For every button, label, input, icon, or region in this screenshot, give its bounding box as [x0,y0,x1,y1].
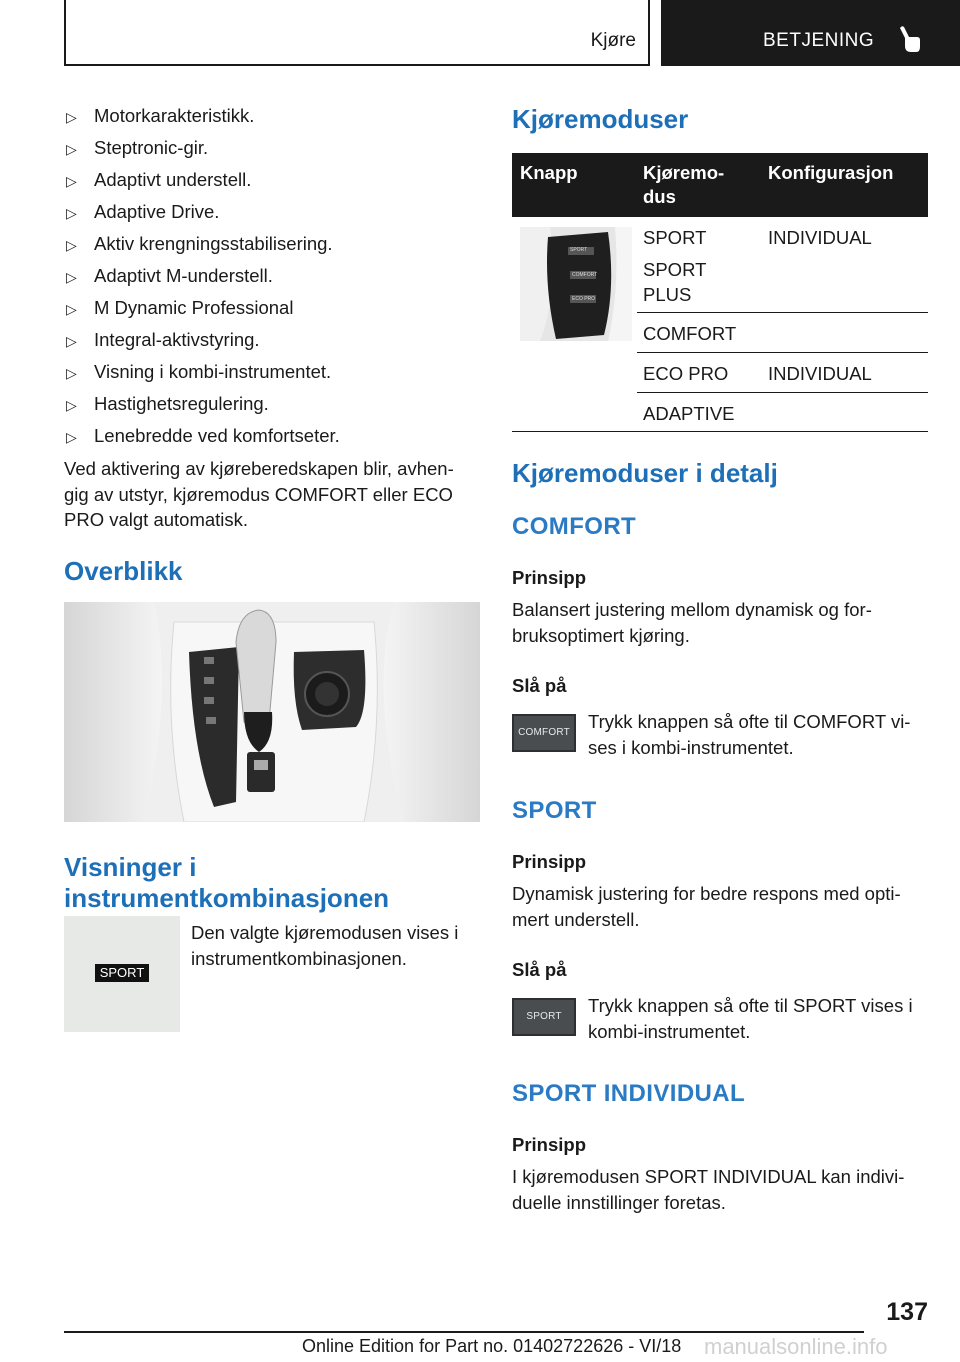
list-item: ▷ Adaptivt M-understell. [64,262,484,294]
display-thumbnail [64,916,180,1032]
list-item: ▷ Visning i kombi-instrumentet. [64,358,484,390]
table-bottom-rule [512,431,928,432]
list-item: ▷ M Dynamic Professional [64,294,484,326]
bullet-triangle-icon: ▷ [66,269,77,285]
chapter-tab [661,0,960,66]
header-config: Konfigurasjon [768,162,894,183]
switch-label-sport: SPORT [570,247,588,253]
bullet-triangle-icon: ▷ [66,301,77,317]
switch-label-ecopro: ECO PRO [572,296,596,302]
list-item: ▷ Integral-aktivstyring. [64,326,484,358]
display-heading: Visninger i instrumentkombinasjonen [64,852,390,913]
list-item: ▷ Motorkarakteristikk. [64,102,484,134]
list-item: ▷ Aktiv krengningsstabilisering. [64,230,484,262]
comfort-button-image: COMFORT [512,714,576,752]
footer-rule [64,1331,864,1333]
modes-heading: Kjøremoduser [512,104,689,134]
drive-mode-switch-illustration [520,227,632,341]
comfort-title: COMFORT [512,513,637,540]
comfort-on-text: Trykk knappen så ofte til COMFORT vi- ses i kombi-instrumentet. [588,711,911,758]
list-item: ▷ Hastighetsregulering. [64,390,484,422]
table-row: SPORT INDIVIDUAL SPORT PLUS [637,225,928,313]
sport-individual-principle-text: I kjøremodusen SPORT INDIVIDUAL kan indivi- duelle innstillinger foretas. [512,1166,905,1213]
bullet-triangle-icon: ▷ [66,109,77,125]
overview-heading: Overblikk [64,556,183,586]
sport-individual-principle-label: Prinsipp [512,1134,587,1155]
bullet-triangle-icon: ▷ [66,205,77,221]
header-mode: Kjøremo- dus [643,162,725,207]
bullet-triangle-icon: ▷ [66,141,77,157]
bullet-triangle-icon: ▷ [66,237,77,253]
modes-table [512,153,928,384]
watermark-brand: manualsonline.info [704,1334,888,1359]
sport-individual-title: SPORT INDIVIDUAL [512,1080,746,1107]
sport-on-label: Slå på [512,959,567,980]
table-header [512,153,928,217]
sport-principle-text: Dynamisk justering for bedre respons med opti- mert understell. [512,883,901,930]
section-title: Kjøre [590,30,636,51]
table-row: COMFORT [637,321,928,353]
mode-button-photo [520,227,632,341]
list-item: ▷ Lenebredde ved komfortseter. [64,422,484,454]
detail-heading: Kjøremoduser i detalj [512,458,778,488]
edition-text: Online Edition for Part no. 01402722626 - VI/18 [302,1336,682,1356]
display-text: Den valgte kjøremodusen vises i instrumentkombinasjonen. [191,922,459,969]
page-number: 137 [886,1298,928,1326]
list-item: ▷ Adaptive Drive. [64,198,484,230]
sport-button-image: SPORT [512,998,576,1036]
header-section-box [64,0,650,66]
comfort-principle-label: Prinsipp [512,567,587,588]
pointing-hand-icon [896,26,922,54]
bullet-triangle-icon: ▷ [66,173,77,189]
sport-display-label: SPORT [95,964,149,982]
bullet-triangle-icon: ▷ [66,397,77,413]
switch-label-comfort: COMFORT [572,272,598,278]
table-row: ADAPTIVE [637,401,928,432]
intro-paragraph: Ved aktivering av kjøreberedskapen blir, avhen- gig av utstyr, kjøremodus COMFORT eller ECO PRO valgt automatisk. [64,458,454,530]
sport-principle-label: Prinsipp [512,851,587,872]
bullet-triangle-icon: ▷ [66,333,77,349]
list-item: ▷ Adaptivt understell. [64,166,484,198]
sport-title: SPORT [512,797,597,824]
sport-on-text: Trykk knappen så ofte til SPORT vises i kombi-instrumentet. [588,995,913,1042]
comfort-on-label: Slå på [512,675,567,696]
chapter-title: BETJENING [763,30,875,51]
feature-list [64,102,484,454]
console-illustration [64,602,480,822]
list-item: ▷ Steptronic-gir. [64,134,484,166]
center-console-photo [64,602,480,822]
comfort-principle-text: Balansert justering mellom dynamisk og for- bruksoptimert kjøring. [512,599,872,646]
bullet-triangle-icon: ▷ [66,429,77,445]
header-button: Knapp [520,162,578,183]
table-row: ECO PRO INDIVIDUAL [637,361,928,393]
bullet-triangle-icon: ▷ [66,365,77,381]
